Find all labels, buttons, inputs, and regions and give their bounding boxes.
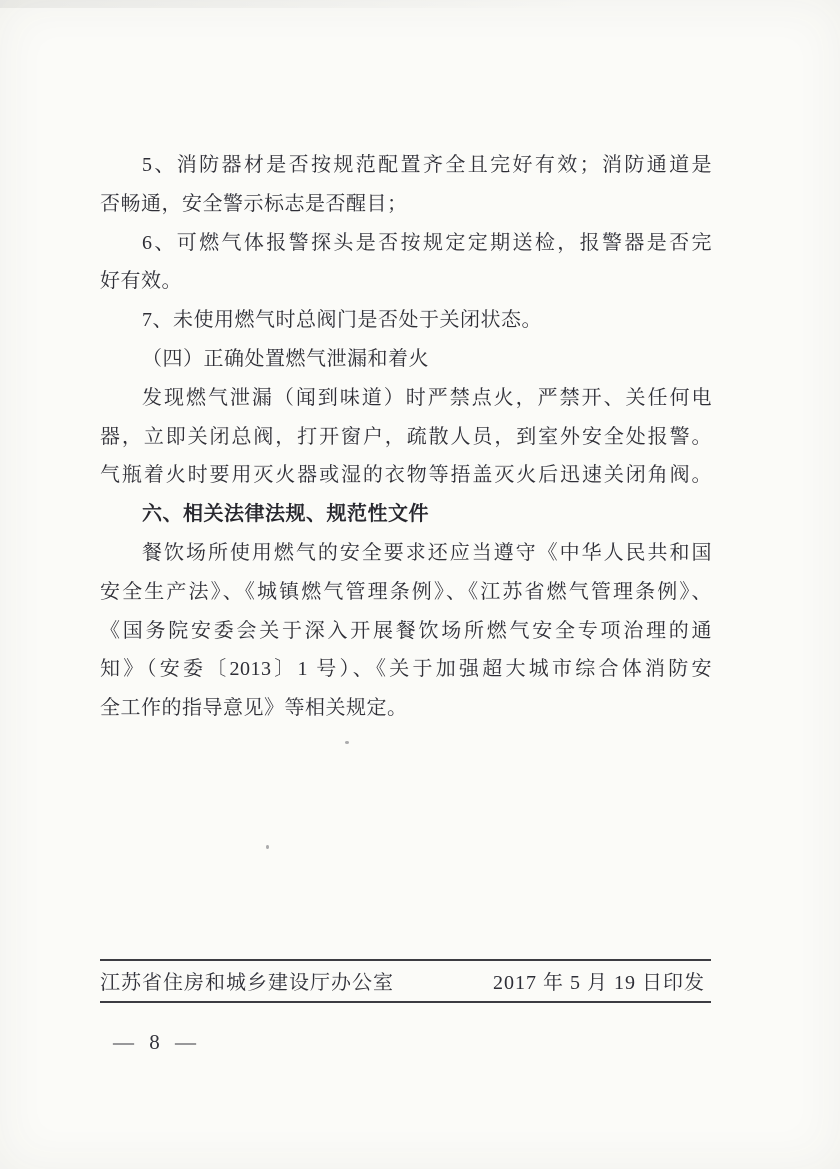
text-line: 全工作的指导意见》等相关规定。 (100, 697, 408, 720)
scan-edge-shade (0, 0, 840, 8)
text-line: 否畅通，安全警示标志是否醒目； (100, 192, 408, 215)
text-line: 好有效。 (100, 270, 182, 293)
footer-rule-bottom (100, 1001, 711, 1003)
text-line: 器，立即关闭总阀，打开窗户，疏散人员，到室外安全处报警。 (100, 425, 712, 448)
text-line: 发现燃气泄漏（闻到味道）时严禁点火，严禁开、关任何电 (142, 386, 712, 409)
footer-print-date: 2017 年 5 月 19 日印发 (493, 972, 705, 994)
footer-issuer: 江苏省住房和城乡建设厅办公室 (100, 972, 394, 994)
text-line: 餐饮场所使用燃气的安全要求还应当遵守《中华人民共和国 (142, 541, 712, 564)
text-line: 气瓶着火时要用灭火器或湿的衣物等捂盖灭火后迅速关闭角阀。 (100, 464, 712, 487)
text-line: 安全生产法》、《城镇燃气管理条例》、《江苏省燃气管理条例》、 (100, 580, 712, 603)
text-line: 知》（安委〔2013〕1 号）、《关于加强超大城市综合体消防安 (100, 658, 712, 681)
document-text-block (100, 146, 712, 728)
scan-speckle (345, 741, 349, 744)
footer-row (100, 966, 711, 1000)
page-number: — 8 — (113, 1030, 201, 1054)
text-line: 6、可燃气体报警探头是否按规定定期送检，报警器是否完 (142, 231, 712, 254)
section-heading: 六、相关法律法规、规范性文件 (142, 503, 429, 526)
footer-rule-top (100, 959, 711, 961)
text-line: 《国务院安委会关于深入开展餐饮场所燃气安全专项治理的通 (100, 619, 712, 642)
text-line: 5、消防器材是否按规范配置齐全且完好有效；消防通道是 (142, 154, 712, 176)
text-line: 7、未使用燃气时总阀门是否处于关闭状态。 (142, 309, 542, 332)
text-line: （四）正确处置燃气泄漏和着火 (142, 347, 429, 370)
scan-speckle (266, 845, 269, 849)
